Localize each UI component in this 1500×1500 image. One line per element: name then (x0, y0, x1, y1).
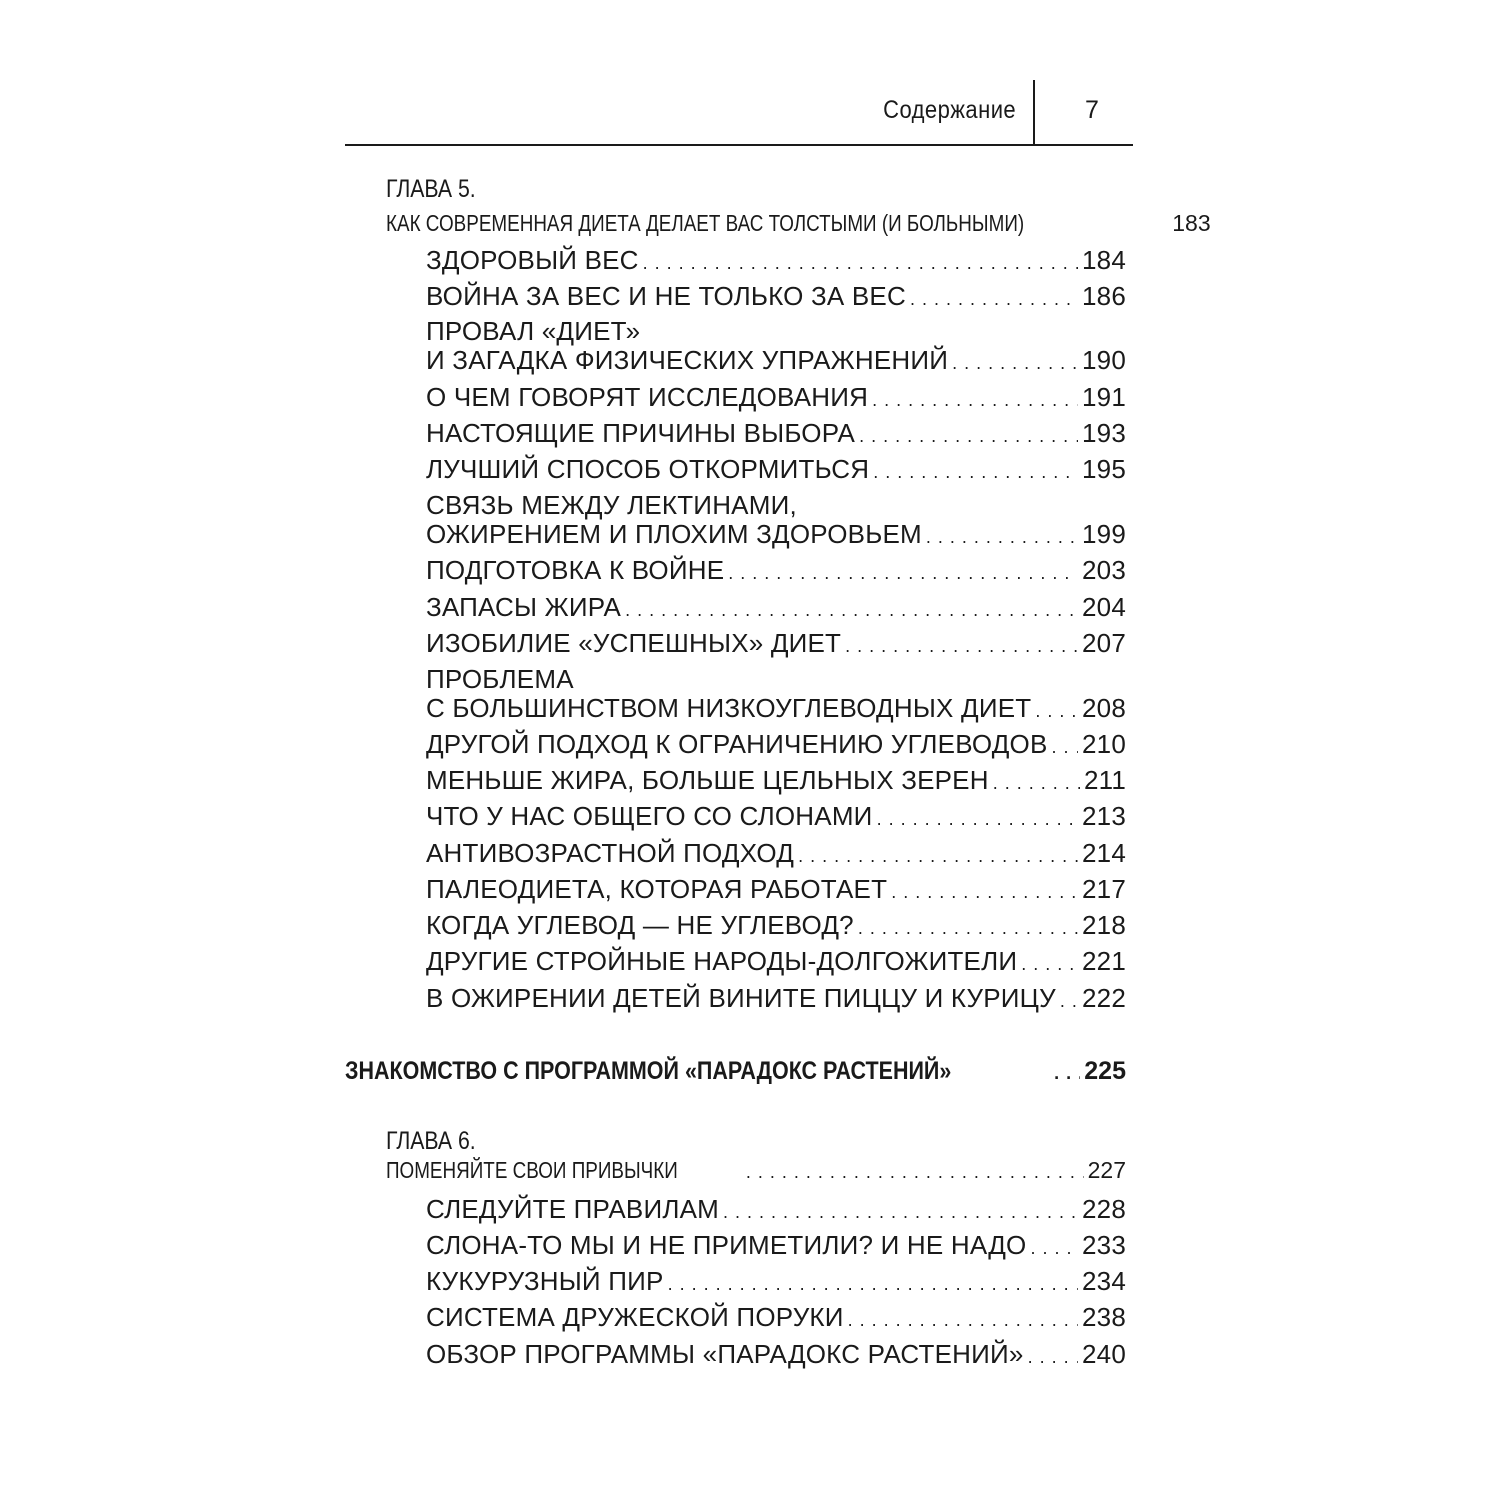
toc-entry[interactable] (426, 454, 1126, 485)
toc-entry-title: ИЗОБИЛИЕ «УСПЕШНЫХ» ДИЕТ (426, 628, 842, 658)
dot-leader (798, 846, 1078, 867)
toc-entry[interactable] (426, 983, 1126, 1014)
toc-entry-page: 233 (1082, 1230, 1126, 1260)
dot-leader (723, 1202, 1078, 1223)
toc-entry[interactable] (426, 910, 1126, 941)
toc-entry-title: МЕНЬШЕ ЖИРА, БОЛЬШЕ ЦЕЛЬНЫХ ЗЕРЕН (426, 765, 989, 795)
toc-entry-title: ЧТО У НАС ОБЩЕГО СО СЛОНАМИ (426, 801, 873, 831)
toc-entry[interactable] (426, 1194, 1126, 1225)
toc-entry[interactable] (426, 592, 1126, 623)
toc-entry-title: С БОЛЬШИНСТВОМ НИЗКОУГЛЕВОДНЫХ ДИЕТ (426, 693, 1032, 723)
toc-entry-page: 190 (1082, 345, 1126, 375)
toc-entry-title: О ЧЕМ ГОВОРЯТ ИССЛЕДОВАНИЯ (426, 382, 869, 412)
toc-entry-page: 184 (1082, 245, 1126, 275)
toc-entry-title: КОГДА УГЛЕВОД — НЕ УГЛЕВОД? (426, 910, 854, 940)
toc-entry-title: ДРУГИЕ СТРОЙНЫЕ НАРОДЫ-ДОЛГОЖИТЕЛИ (426, 946, 1018, 976)
toc-entry[interactable] (426, 946, 1126, 977)
running-head-title: Содержание (883, 96, 1016, 124)
toc-entry-title: ДРУГОЙ ПОДХОД К ОГРАНИЧЕНИЮ УГЛЕВОДОВ (426, 729, 1048, 759)
toc-entry[interactable] (426, 1266, 1126, 1297)
toc-entry-title-line1: СВЯЗЬ МЕЖДУ ЛЕКТИНАМИ, (426, 490, 797, 520)
dot-leader (858, 918, 1078, 939)
chapter-heading: ГЛАВА 5. (386, 175, 476, 203)
toc-entry-title: ВОЙНА ЗА ВЕС И НЕ ТОЛЬКО ЗА ВЕС (426, 281, 906, 311)
toc-entry[interactable] (426, 838, 1126, 869)
toc-entry-page: 193 (1082, 418, 1126, 448)
page-number: 7 (1085, 96, 1099, 124)
chapter-title-row[interactable] (386, 1157, 1126, 1184)
toc-entry-page: 221 (1082, 946, 1126, 976)
toc-entry-page: 238 (1082, 1302, 1126, 1332)
dot-leader (668, 1274, 1078, 1295)
part-page: 225 (1084, 1057, 1126, 1085)
toc-entry[interactable] (426, 801, 1126, 832)
toc-entry[interactable] (426, 245, 1126, 276)
toc-entry-title: И ЗАГАДКА ФИЗИЧЕСКИХ УПРАЖНЕНИЙ (426, 345, 949, 375)
chapter-heading: ГЛАВА 6. (386, 1127, 476, 1155)
toc-entry-title: СЛЕДУЙТЕ ПРАВИЛАМ (426, 1194, 719, 1224)
dot-leader (845, 636, 1078, 657)
chapter-page: 227 (1087, 1157, 1126, 1183)
toc-entry-page: 217 (1082, 874, 1126, 904)
chapter-title-row[interactable] (386, 210, 1211, 237)
toc-entry[interactable] (426, 765, 1126, 796)
part-title-row[interactable] (345, 1057, 1126, 1086)
toc-entry[interactable] (426, 628, 1126, 659)
toc-entry[interactable] (426, 1339, 1126, 1370)
toc-entry[interactable] (426, 345, 1126, 376)
chapter-page: 183 (1172, 210, 1211, 236)
dot-leader (1060, 991, 1078, 1012)
toc-entry[interactable] (426, 693, 1126, 724)
toc-entry-page: 199 (1082, 519, 1126, 549)
dot-leader (891, 882, 1078, 903)
dot-leader (643, 253, 1078, 274)
toc-entry-title: ОЖИРЕНИЕМ И ПЛОХИМ ЗДОРОВЬЕМ (426, 519, 922, 549)
toc-entry[interactable] (426, 418, 1126, 449)
dot-leader (1028, 1347, 1078, 1368)
chapter-title: ПОМЕНЯЙТЕ СВОИ ПРИВЫЧКИ (386, 1157, 678, 1183)
toc-entry-title: АНТИВОЗРАСТНОЙ ПОДХОД (426, 838, 795, 868)
running-head-rule (345, 144, 1133, 146)
toc-entry-page: 207 (1082, 628, 1126, 658)
toc-entry-page: 203 (1082, 555, 1126, 585)
part-title: ЗНАКОМСТВО С ПРОГРАММОЙ «ПАРАДОКС РАСТЕНИЙ» (345, 1057, 952, 1085)
dot-leader (873, 462, 1078, 483)
toc-entry-page: 222 (1082, 983, 1126, 1013)
toc-entry-page: 186 (1082, 281, 1126, 311)
dot-leader (993, 773, 1080, 794)
toc-entry-title: ОБЗОР ПРОГРАММЫ «ПАРАДОКС РАСТЕНИЙ» (426, 1339, 1024, 1369)
toc-entry-title-line1: ПРОВАЛ «ДИЕТ» (426, 316, 641, 346)
toc-entry-page: 213 (1082, 801, 1126, 831)
toc-entry-page: 208 (1082, 693, 1126, 723)
toc-entry-title: СИСТЕМА ДРУЖЕСКОЙ ПОРУКИ (426, 1302, 844, 1332)
toc-entry-title: ЗДОРОВЫЙ ВЕС (426, 245, 639, 275)
toc-entry[interactable] (426, 1230, 1126, 1261)
dot-leader (728, 563, 1078, 584)
toc-entry-title: ЗАПАСЫ ЖИРА (426, 592, 622, 622)
toc-entry-page: 195 (1082, 454, 1126, 484)
toc-entry-title: ПОДГОТОВКА К ВОЙНЕ (426, 555, 725, 585)
dot-leader (1052, 737, 1079, 758)
toc-entry[interactable] (426, 729, 1126, 760)
dot-leader (1035, 701, 1078, 722)
dot-leader (625, 600, 1078, 621)
toc-entry-page: 204 (1082, 592, 1126, 622)
running-head-divider (1033, 80, 1035, 146)
toc-entry-page: 240 (1082, 1339, 1126, 1369)
toc-entry[interactable] (426, 281, 1126, 312)
dot-leader (746, 1162, 1084, 1183)
dot-leader (859, 426, 1078, 447)
running-head (345, 80, 1133, 148)
dot-leader (1021, 954, 1078, 975)
toc-entry-page: 210 (1082, 729, 1126, 759)
toc-entry-title-line1: ПРОБЛЕМА (426, 664, 574, 694)
toc-entry-title: ПАЛЕОДИЕТА, КОТОРАЯ РАБОТАЕТ (426, 874, 888, 904)
toc-entry-page: 228 (1082, 1194, 1126, 1224)
toc-entry[interactable] (426, 382, 1126, 413)
toc-entry[interactable] (426, 555, 1126, 586)
dot-leader (877, 809, 1078, 830)
toc-entry[interactable] (426, 1302, 1126, 1333)
toc-entry-title: В ОЖИРЕНИИ ДЕТЕЙ ВИНИТЕ ПИЦЦУ И КУРИЦУ (426, 983, 1056, 1013)
dot-leader (910, 289, 1078, 310)
dot-leader (1030, 1238, 1078, 1259)
dot-leader (1054, 1063, 1080, 1084)
toc-entry-title: КУКУРУЗНЫЙ ПИР (426, 1266, 664, 1296)
toc-entry-page: 218 (1082, 910, 1126, 940)
toc-entry-page: 211 (1083, 765, 1126, 795)
toc-entry[interactable] (426, 519, 1126, 550)
dot-leader (926, 527, 1078, 548)
toc-entry-title: НАСТОЯЩИЕ ПРИЧИНЫ ВЫБОРА (426, 418, 856, 448)
chapter-title: КАК СОВРЕМЕННАЯ ДИЕТА ДЕЛАЕТ ВАС ТОЛСТЫМИ (И БОЛЬНЫМИ) (386, 210, 1025, 236)
dot-leader (872, 390, 1078, 411)
toc-entry-title: ЛУЧШИЙ СПОСОБ ОТКОРМИТЬСЯ (426, 454, 870, 484)
toc-entry[interactable] (426, 874, 1126, 905)
toc-entry-page: 191 (1082, 382, 1126, 412)
toc-entry-page: 234 (1082, 1266, 1126, 1296)
toc-entry-title: СЛОНА-ТО МЫ И НЕ ПРИМЕТИЛИ? И НЕ НАДО (426, 1230, 1027, 1260)
toc-entry-page: 214 (1082, 838, 1126, 868)
dot-leader (848, 1310, 1078, 1331)
dot-leader (952, 353, 1078, 374)
